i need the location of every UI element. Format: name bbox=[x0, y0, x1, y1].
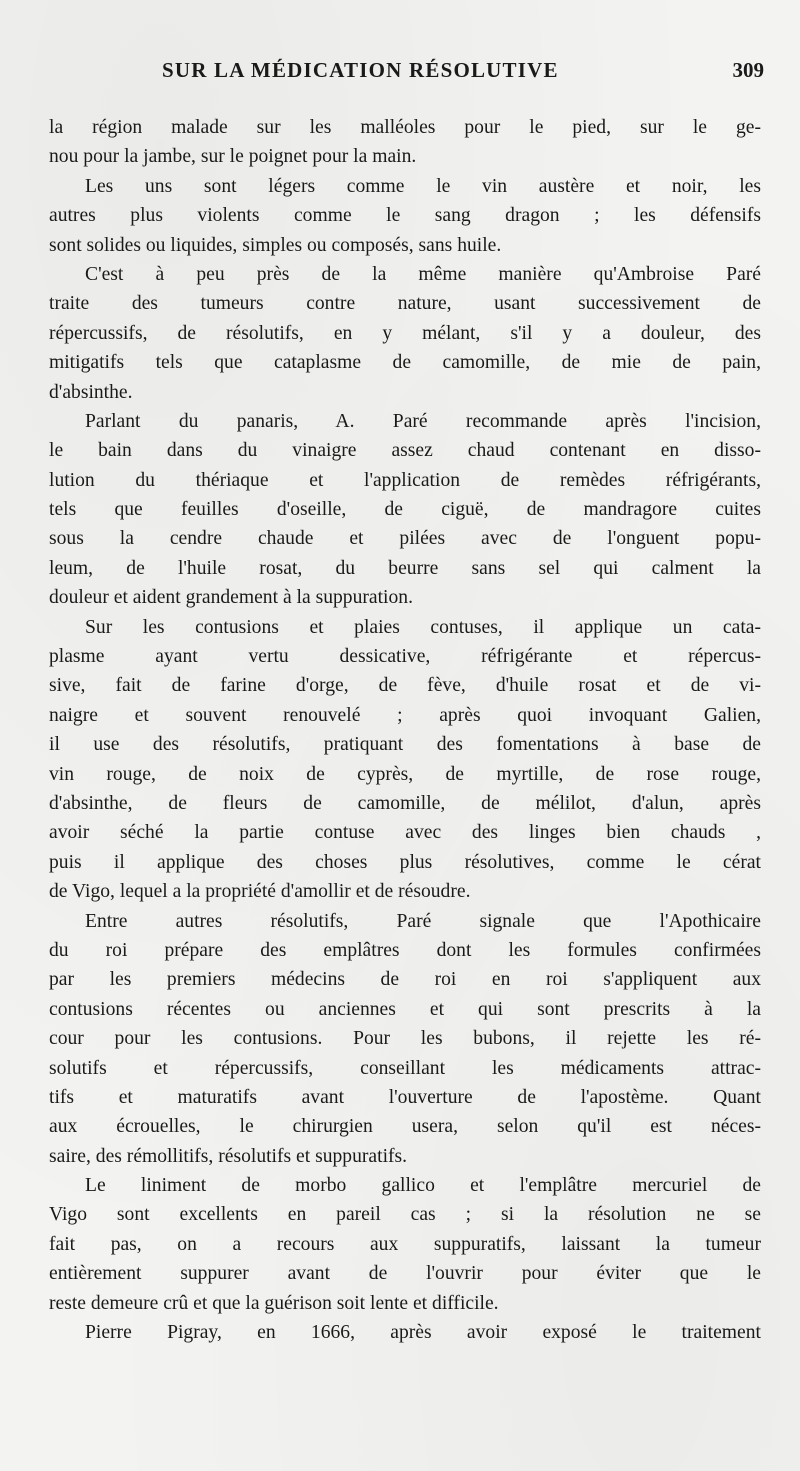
text-line: sive, fait de farine d'orge, de fève, d'huile rosat et de vi- bbox=[49, 675, 761, 697]
text-line: Entre autres résolutifs, Paré signale que l'Apothicaire bbox=[85, 910, 761, 932]
text-line: Pierre Pigray, en 1666, après avoir exposé le traitement bbox=[85, 1322, 761, 1344]
text-line: solutifs et répercussifs, conseillant les médicaments attrac- bbox=[49, 1057, 761, 1079]
text-line: tifs et maturatifs avant l'ouverture de l'apostème. Quant bbox=[49, 1086, 761, 1108]
body-text bbox=[49, 113, 761, 1347]
text-line: reste demeure crû et que la guérison soit lente et difficile. bbox=[49, 1292, 499, 1314]
text-line: vin rouge, de noix de cyprès, de myrtille, de rose rouge, bbox=[49, 763, 761, 785]
text-line: traite des tumeurs contre nature, usant successivement de bbox=[49, 293, 761, 315]
text-line: saire, des rémollitifs, résolutifs et suppuratifs. bbox=[49, 1145, 408, 1167]
text-line: sont solides ou liquides, simples ou composés, sans huile. bbox=[49, 234, 502, 256]
text-line: puis il applique des choses plus résolutives, comme le cérat bbox=[49, 851, 761, 873]
text-line: contusions récentes ou anciennes et qui sont prescrits à la bbox=[49, 998, 761, 1020]
text-line: fait pas, on a recours aux suppuratifs, laissant la tumeur bbox=[49, 1233, 761, 1255]
text-line: répercussifs, de résolutifs, en y mélant, s'il y a douleur, des bbox=[49, 322, 761, 344]
paragraph bbox=[49, 613, 761, 907]
paragraph bbox=[49, 260, 761, 407]
text-line: sous la cendre chaude et pilées avec de l'onguent popu- bbox=[49, 528, 761, 550]
text-line: le bain dans du vinaigre assez chaud contenant en disso- bbox=[49, 440, 761, 462]
text-line: mitigatifs tels que cataplasme de camomille, de mie de pain, bbox=[49, 352, 761, 374]
text-line: par les premiers médecins de roi en roi s'appliquent aux bbox=[49, 969, 761, 991]
text-line: Les uns sont légers comme le vin austère et noir, les bbox=[85, 175, 761, 197]
text-line: naigre et souvent renouvelé ; après quoi invoquant Galien, bbox=[49, 704, 761, 726]
paragraph bbox=[49, 407, 761, 613]
text-line: leum, de l'huile rosat, du beurre sans sel qui calment la bbox=[49, 557, 761, 579]
running-head bbox=[52, 58, 764, 88]
text-line: Sur les contusions et plaies contuses, il applique un cata- bbox=[85, 616, 761, 638]
text-line: lution du thériaque et l'application de remèdes réfrigérants, bbox=[49, 469, 761, 491]
text-line: nou pour la jambe, sur le poignet pour la main. bbox=[49, 146, 417, 168]
text-line: Le liniment de morbo gallico et l'emplâtre mercuriel de bbox=[85, 1175, 761, 1197]
text-line: cour pour les contusions. Pour les bubons, il rejette les ré- bbox=[49, 1028, 761, 1050]
text-line: aux écrouelles, le chirurgien usera, selon qu'il est néces- bbox=[49, 1116, 761, 1138]
text-line: plasme ayant vertu dessicative, réfrigérante et répercus- bbox=[49, 646, 761, 668]
text-line: Parlant du panaris, A. Paré recommande après l'incision, bbox=[85, 410, 761, 432]
text-line: douleur et aident grandement à la suppuration. bbox=[49, 587, 413, 609]
text-line: avoir séché la partie contuse avec des linges bien chauds , bbox=[49, 822, 761, 844]
text-line: tels que feuilles d'oseille, de ciguë, de mandragore cuites bbox=[49, 499, 761, 521]
text-line: d'absinthe. bbox=[49, 381, 133, 403]
paragraph bbox=[49, 1318, 761, 1347]
page-number: 309 bbox=[732, 58, 764, 82]
text-line: autres plus violents comme le sang dragon ; les défensifs bbox=[49, 205, 761, 227]
paragraph bbox=[49, 907, 761, 1172]
text-line: il use des résolutifs, pratiquant des fomentations à base de bbox=[49, 734, 761, 756]
text-line: de Vigo, lequel a la propriété d'amollir et de résoudre. bbox=[49, 881, 471, 903]
text-line: C'est à peu près de la même manière qu'Ambroise Paré bbox=[85, 263, 761, 285]
text-line: Vigo sont excellents en pareil cas ; si la résolution ne se bbox=[49, 1204, 761, 1226]
text-line: entièrement suppurer avant de l'ouvrir pour éviter que le bbox=[49, 1263, 761, 1285]
text-line: du roi prépare des emplâtres dont les formules confirmées bbox=[49, 939, 761, 961]
running-title: SUR LA MÉDICATION RÉSOLUTIVE bbox=[162, 58, 559, 82]
paragraph bbox=[49, 1171, 761, 1318]
text-line: la région malade sur les malléoles pour le pied, sur le ge- bbox=[49, 117, 761, 138]
text-line: d'absinthe, de fleurs de camomille, de mélilot, d'alun, après bbox=[49, 792, 761, 814]
paragraph bbox=[49, 172, 761, 260]
paragraph bbox=[49, 113, 761, 172]
